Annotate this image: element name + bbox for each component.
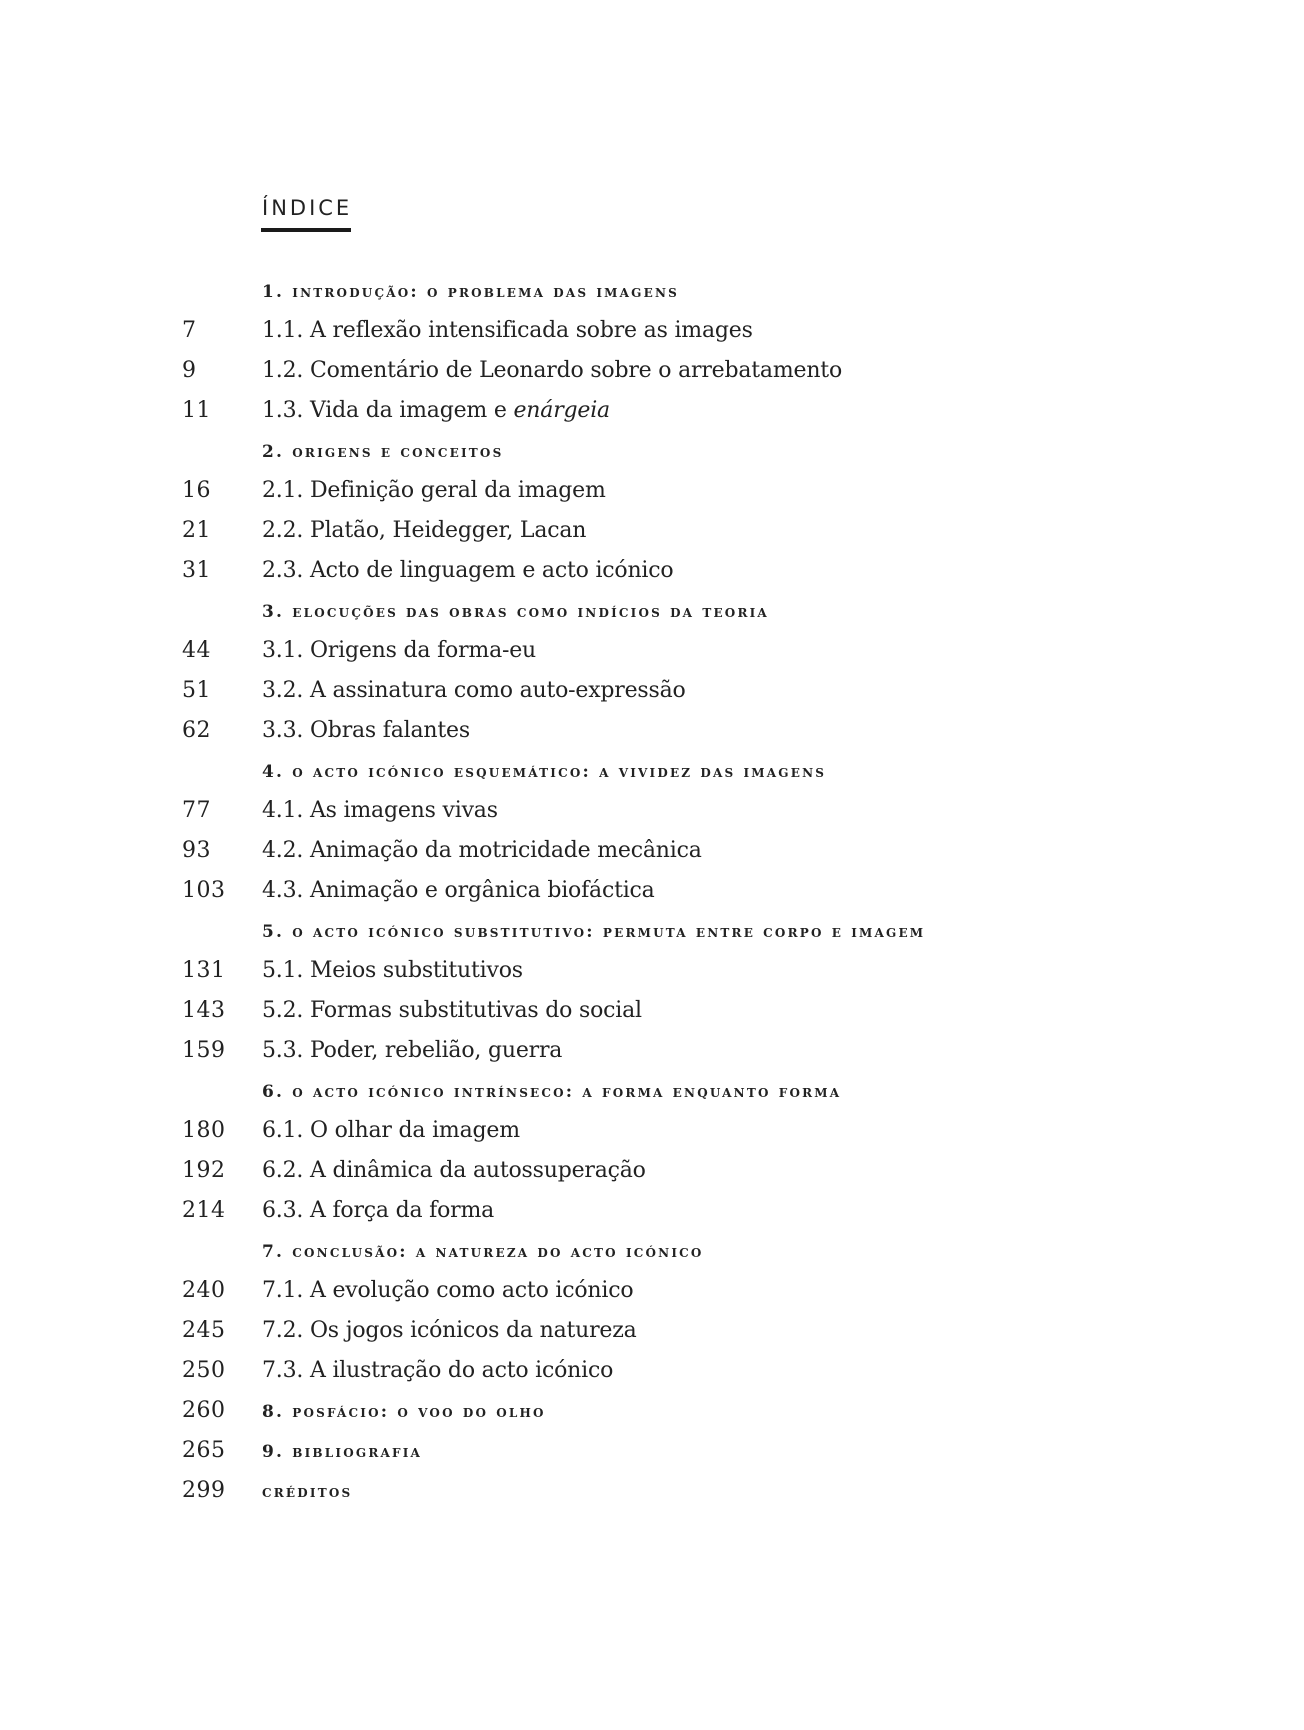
toc-chapter-row xyxy=(0,750,1304,790)
section-title: 6.3. A força da forma xyxy=(262,1198,495,1223)
toc-section-row xyxy=(0,870,1304,910)
page-number: 77 xyxy=(182,798,211,823)
toc-chapter-row xyxy=(0,1470,1304,1510)
section-title-text: 1.3. Vida da imagem e xyxy=(262,398,507,423)
toc-section-row xyxy=(0,670,1304,710)
section-title: 4.1. As imagens vivas xyxy=(262,798,498,823)
toc-chapter-row xyxy=(0,1430,1304,1470)
section-title: 7.2. Os jogos icónicos da natureza xyxy=(262,1318,637,1343)
toc-section-row xyxy=(0,1110,1304,1150)
toc-section-row xyxy=(0,1270,1304,1310)
section-title: 5.1. Meios substitutivos xyxy=(262,958,523,983)
toc-chapter-row xyxy=(0,910,1304,950)
toc-section-row xyxy=(0,350,1304,390)
toc-chapter-row xyxy=(0,1390,1304,1430)
toc-section-row xyxy=(0,390,1304,430)
chapter-title: créditos xyxy=(262,1482,353,1502)
toc-section-row xyxy=(0,950,1304,990)
section-title: 3.1. Origens da forma-eu xyxy=(262,638,537,663)
toc-section-row xyxy=(0,550,1304,590)
section-title: 5.2. Formas substitutivas do social xyxy=(262,998,642,1023)
chapter-title: 3. elocuções das obras como indícios da teoria xyxy=(262,602,769,622)
toc-chapter-row xyxy=(0,1070,1304,1110)
toc-section-row xyxy=(0,830,1304,870)
toc-chapter-row xyxy=(0,590,1304,630)
page-number: 51 xyxy=(182,678,211,703)
toc-section-row xyxy=(0,1310,1304,1350)
toc-section-row xyxy=(0,1150,1304,1190)
toc-section-row xyxy=(0,510,1304,550)
section-title: 3.2. A assinatura como auto-expressão xyxy=(262,678,686,703)
chapter-title: 9. bibliografia xyxy=(262,1442,423,1462)
page-number: 93 xyxy=(182,838,211,863)
section-title-with-italic xyxy=(262,398,610,423)
page-number: 214 xyxy=(182,1198,226,1223)
page-number: 103 xyxy=(182,878,226,903)
section-title: 5.3. Poder, rebelião, guerra xyxy=(262,1038,563,1063)
toc-section-row xyxy=(0,310,1304,350)
page-number: 21 xyxy=(182,518,211,543)
section-title: 4.2. Animação da motricidade mecânica xyxy=(262,838,702,863)
section-title: 6.1. O olhar da imagem xyxy=(262,1118,520,1143)
page-number: 9 xyxy=(182,358,197,383)
toc-section-row xyxy=(0,1190,1304,1230)
page-number: 159 xyxy=(182,1038,226,1063)
chapter-title: 6. o acto icónico intrínseco: a forma enquanto forma xyxy=(262,1082,842,1102)
toc-chapter-row xyxy=(0,1230,1304,1270)
section-title: 1.1. A reflexão intensificada sobre as images xyxy=(262,318,753,343)
toc-section-row xyxy=(0,710,1304,750)
page-number: 11 xyxy=(182,398,211,423)
toc-section-row xyxy=(0,630,1304,670)
section-title: 7.1. A evolução como acto icónico xyxy=(262,1278,634,1303)
section-title: 6.2. A dinâmica da autossuperação xyxy=(262,1158,646,1183)
section-title: 2.2. Platão, Heidegger, Lacan xyxy=(262,518,587,543)
title-underline xyxy=(261,228,351,232)
page-number: 143 xyxy=(182,998,226,1023)
page-number: 131 xyxy=(182,958,226,983)
page-number: 240 xyxy=(182,1278,226,1303)
page-number: 16 xyxy=(182,478,211,503)
toc-chapter-row xyxy=(0,430,1304,470)
page-number: 250 xyxy=(182,1358,226,1383)
page-number: 245 xyxy=(182,1318,226,1343)
chapter-title: 5. o acto icónico substitutivo: permuta entre corpo e imagem xyxy=(262,922,926,942)
toc-section-row xyxy=(0,470,1304,510)
section-title: 7.3. A ilustração do acto icónico xyxy=(262,1358,614,1383)
toc-section-row xyxy=(0,1350,1304,1390)
chapter-title: 2. origens e conceitos xyxy=(262,442,504,462)
page-number: 31 xyxy=(182,558,211,583)
chapter-title: 1. introdução: o problema das imagens xyxy=(262,282,679,302)
toc-section-row xyxy=(0,790,1304,830)
section-title-italic: enárgeia xyxy=(513,398,610,423)
page-number: 62 xyxy=(182,718,211,743)
section-title: 2.1. Definição geral da imagem xyxy=(262,478,606,503)
section-title: 2.3. Acto de linguagem e acto icónico xyxy=(262,558,674,583)
page-number: 7 xyxy=(182,318,197,343)
chapter-title: 4. o acto icónico esquemático: a vividez das imagens xyxy=(262,762,827,782)
section-title: 1.2. Comentário de Leonardo sobre o arrebatamento xyxy=(262,358,842,383)
page-number: 44 xyxy=(182,638,211,663)
section-title: 3.3. Obras falantes xyxy=(262,718,470,743)
page-number: 265 xyxy=(182,1438,226,1463)
page-number: 180 xyxy=(182,1118,226,1143)
section-title: 4.3. Animação e orgânica biofáctica xyxy=(262,878,655,903)
table-of-contents xyxy=(0,270,1304,1510)
page-number: 299 xyxy=(182,1478,226,1503)
toc-chapter-row xyxy=(0,270,1304,310)
page-title: ÍNDICE xyxy=(262,196,353,220)
toc-section-row xyxy=(0,1030,1304,1070)
chapter-title: 7. conclusão: a natureza do acto icónico xyxy=(262,1242,704,1262)
page-number: 192 xyxy=(182,1158,226,1183)
chapter-title: 8. posfácio: o voo do olho xyxy=(262,1402,546,1422)
toc-section-row xyxy=(0,990,1304,1030)
page-number: 260 xyxy=(182,1398,226,1423)
